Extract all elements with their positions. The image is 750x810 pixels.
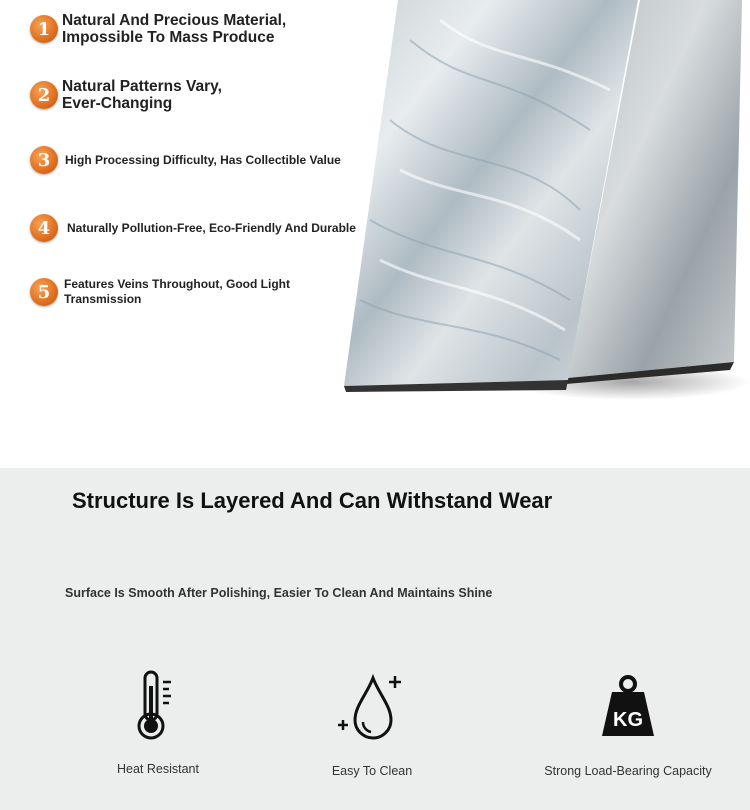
property-load-bearing	[538, 674, 718, 778]
water-drop-icon	[337, 672, 407, 742]
property-heat-resistant	[108, 668, 208, 776]
feature-item-1	[30, 12, 302, 47]
marble-slab-image	[330, 0, 750, 410]
section-subheading: Surface Is Smooth After Polishing, Easier To Clean And Maintains Shine	[65, 586, 493, 600]
feature-item-4	[30, 214, 367, 242]
feature-text: Naturally Pollution-Free, Eco-Friendly And Durable	[67, 220, 356, 235]
property-label: Heat Resistant	[117, 762, 199, 776]
svg-text:KG: KG	[613, 709, 643, 731]
feature-text: High Processing Difficulty, Has Collectible Value	[65, 152, 341, 167]
number-2-badge: 2	[30, 81, 58, 109]
section-heading: Structure Is Layered And Can Withstand Wear	[72, 488, 553, 513]
number-5-badge: 5	[30, 278, 58, 306]
number-1-badge: 1	[30, 15, 58, 43]
number-4-badge: 4	[30, 214, 58, 242]
thermometer-icon	[133, 668, 183, 742]
property-easy-to-clean	[322, 672, 422, 778]
property-label: Easy To Clean	[331, 764, 413, 778]
feature-text: Features Veins Throughout, Good Light Transmission	[64, 277, 290, 306]
kg-weight-icon	[598, 674, 658, 740]
feature-text: Natural Patterns Vary, Ever-Changing	[62, 78, 222, 113]
feature-text: Natural And Precious Material, Impossible To Mass Produce	[62, 12, 287, 47]
feature-item-2	[30, 78, 242, 113]
feature-item-5	[30, 277, 304, 307]
feature-item-3	[30, 146, 365, 174]
property-label: Strong Load-Bearing Capacity	[544, 764, 712, 778]
number-3-badge: 3	[30, 146, 58, 174]
